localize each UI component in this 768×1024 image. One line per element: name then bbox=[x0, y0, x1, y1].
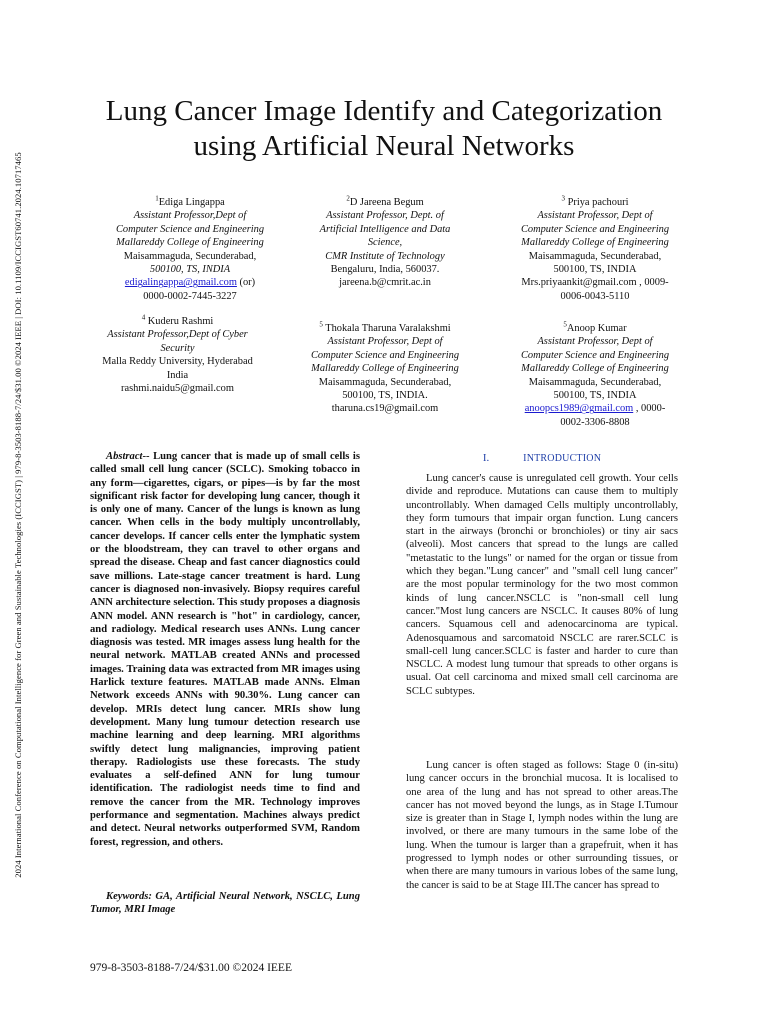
author-orcid: 0006-0043-5110 bbox=[560, 290, 630, 302]
author-block-3 bbox=[500, 196, 690, 303]
side-note bbox=[13, 80, 23, 950]
author-block-2 bbox=[290, 196, 480, 290]
author-name: $^5$Anoop Kumar bbox=[563, 320, 627, 334]
abstract bbox=[90, 450, 360, 849]
author-address: 500100, TS, INDIA bbox=[553, 264, 637, 276]
intro-paragraph-2: Lung cancer is often staged as follows: Stage 0 (in-situ) lung cancer occurs in the bronchial mucosa. It is localised to one area of the lung and has not spread to other areas.The cancer has not moved beyond the lungs, as in Stage I.Tumour size is greater than in Stage I, lymph nodes within the lung are involved, or there are many tumours in the same lobe of the lung. When the tumour is larger than a grapefruit, when it has progressed to lymph nodes or other surrounding tissues, or when there are many tumours in various lobes of the same lung, the cancer is said to be at Stage III.The cancer has spread to bbox=[406, 760, 678, 891]
author-affiliation: Computer Science and Engineering bbox=[520, 349, 670, 361]
intro-paragraph-1: Lung cancer's cause is unregulated cell growth. Your cells divide and reproduce. Mutations can cause them to multiply uncontrollably. When damaged Cells multiply uncontrollably, they form tumours that impair organ function. Lung cancers start in the airways (bronchi or bronchioles) or tiny air sacs (alveoli). Most cancers that spread to the lungs are called "metastatic to the lungs" or named for the organ or tissue from which they began."Lung cancer" and "small cell lung cancer" are the most popular terminology for the two most common kinds of lung cancer.NSCLC is "non-small cell lung cancer."Most lung cancers are NSCLC. It causes 80% of lung cancers. Squamous cell and adenocarcinoma are typical. Adenosquamous and sarcomatoid NSCLC are rarer.SCLC is small-cell lung cancer.SCLC is faster and harder to cure than NSCLC. A modest lung tumour that spreads to other organs is usual. Oat cell carcinoma and mixed small cell carcinoma are SCLC subtypes. bbox=[406, 473, 678, 697]
author-name: $^3$ Priya pachouri bbox=[561, 194, 629, 208]
author-affiliation: Computer Science and Engineering bbox=[115, 223, 265, 235]
section-number: I. bbox=[482, 452, 490, 464]
author-affiliation: Science, bbox=[367, 237, 403, 249]
title-line-1: Lung Cancer Image Identify and Categorization bbox=[105, 95, 663, 127]
author-affiliation: Mallareddy College of Engineering bbox=[521, 237, 669, 249]
author-affiliation: Assistant Professor, Dept. of bbox=[326, 210, 444, 222]
author-name: $^1$Ediga Lingappa bbox=[155, 194, 225, 208]
author-address: Malla Reddy University, Hyderabad bbox=[102, 356, 253, 368]
author-address: Bengaluru, India, 560037. bbox=[330, 264, 440, 276]
author-affiliation: Assistant Professor,Dept of Cyber bbox=[107, 329, 248, 341]
author-address: 500100, TS, INDIA. bbox=[342, 390, 428, 402]
author-email[interactable]: tharuna.cs19@gmail.com bbox=[331, 403, 439, 415]
author-affiliation: Security bbox=[160, 342, 195, 354]
author-block-5 bbox=[290, 322, 480, 416]
author-address: 500100, TS, INDIA bbox=[553, 390, 637, 402]
author-name: $^2$D Jareena Begum bbox=[346, 194, 424, 208]
author-email-line: edigalingappa@gmail.com (or) bbox=[124, 277, 256, 289]
author-address: Maisammaguda, Secunderabad, bbox=[528, 250, 662, 262]
author-orcid: 0002-3306-8808 bbox=[560, 416, 630, 428]
author-name: $^4$ Kuderu Rashmi bbox=[141, 313, 214, 327]
author-affiliation: Assistant Professor, Dept of bbox=[327, 336, 443, 348]
author-address: India bbox=[166, 369, 189, 381]
author-address: 500100, TS, INDIA bbox=[149, 264, 231, 276]
keywords: Keywords: GA, Artificial Neural Network, NSCLC, Lung Tumor, MRI Image bbox=[90, 891, 360, 916]
author-affiliation: Mallareddy College of Engineering bbox=[521, 363, 669, 375]
author-affiliation: Artificial Intelligence and Data bbox=[319, 223, 451, 235]
author-block-6 bbox=[500, 322, 690, 429]
author-block-1 bbox=[95, 196, 285, 303]
author-affiliation: Computer Science and Engineering bbox=[310, 349, 460, 361]
abstract-text: -- Lung cancer that is made up of small cells is called small cell lung cancer (SCLC). Smoking tobacco in any form—cigarettes, cigars, or pipes—is by far the most significant risk factor for developing lung cancer, though it is only one of many. Cancer of the lungs is known as lung cancer. When cells in the body multiply uncontrollably, cancer develops. If cancer cells enter the lymphatic system or the bloodstream, they can travel to other organs and spread the disease. Cheap and fast cancer diagnostics could save millions. Late-stage cancer treatment is hard. Lung cancer is diagnosed non-invasively. Biopsy requires careful ANN architecture selection. This study proposes a diagnosis ANN model. ANN research is "hot" in cardiology, cancer, and radiology. Medical research uses ANNs. Lung cancer diagnosis was tested. MR images assess lung health for the neural network. MATLAB created ANNs and processed images. Training data was extracted from MR images using Harlick texture features. MATLAB made ANNs. Elman Network exceeds ANNs with 90.30%. Lung cancer can develop. MRIs detect lung cancer. MRIs show lung development. Many lung tumour detection research use machine learning and deep learning. MRI algorithms swiftly detect lung malignancies, improving patient therapy. Radiologists use these forecasts. The study evaluates a self-defined ANN for lung tumour identification. The radiologist needs time to find and remove the cancer from the MR. Technology improves performance and segmentation. Machines always predict and detect. Neural networks outperformed SVM, Random forest, regression, and others. bbox=[90, 451, 360, 848]
author-email-link[interactable]: anoopcs1989@gmail.com bbox=[524, 403, 634, 415]
author-orcid: 0000-0002-7445-3227 bbox=[143, 290, 237, 302]
section-heading bbox=[406, 452, 678, 464]
author-email-line: anoopcs1989@gmail.com , 0000- bbox=[524, 403, 666, 415]
author-email[interactable]: Mrs.priyaankit@gmail.com bbox=[521, 277, 637, 289]
author-email[interactable]: jareena.b@cmrit.ac.in bbox=[339, 277, 431, 289]
author-name: $^5$ Thokala Tharuna Varalakshmi bbox=[319, 320, 451, 334]
author-affiliation: Mallareddy College of Engineering bbox=[116, 237, 264, 249]
author-address: Maisammaguda, Secunderabad, bbox=[318, 376, 452, 388]
paper-title bbox=[60, 94, 708, 164]
side-note-text: 2024 International Conference on Computational Intelligence for Green and Sustainable Technologies (ICCIGST) | 979-8-3503-8188-7/24/$31.00 ©2024 IEEE | DOI: 10.1109/ICCIGST60741.2024.10717465 bbox=[13, 152, 23, 878]
author-email-link[interactable]: edigalingappa@gmail.com bbox=[124, 277, 237, 289]
author-affiliation: Assistant Professor,Dept of bbox=[133, 210, 247, 222]
title-line-2: using Artificial Neural Networks bbox=[193, 130, 575, 162]
author-affiliation: Assistant Professor, Dept of bbox=[537, 336, 653, 348]
author-block-4 bbox=[70, 315, 285, 395]
abstract-label: Abstract bbox=[106, 451, 143, 462]
author-email[interactable]: rashmi.naidu5@gmail.com bbox=[121, 383, 234, 395]
author-affiliation: CMR Institute of Technology bbox=[325, 250, 445, 262]
author-affiliation: Mallareddy College of Engineering bbox=[311, 363, 459, 375]
author-address: Maisammaguda, Secunderabad, bbox=[123, 250, 257, 262]
author-email-line: Mrs.priyaankit@gmail.com , 0009- bbox=[521, 277, 669, 289]
author-affiliation: Assistant Professor, Dept of bbox=[537, 210, 653, 222]
author-address: Maisammaguda, Secunderabad, bbox=[528, 376, 662, 388]
copyright-footer: 979-8-3503-8188-7/24/$31.00 ©2024 IEEE bbox=[90, 962, 292, 974]
section-title: INTRODUCTION bbox=[523, 453, 602, 464]
author-affiliation: Computer Science and Engineering bbox=[520, 223, 670, 235]
